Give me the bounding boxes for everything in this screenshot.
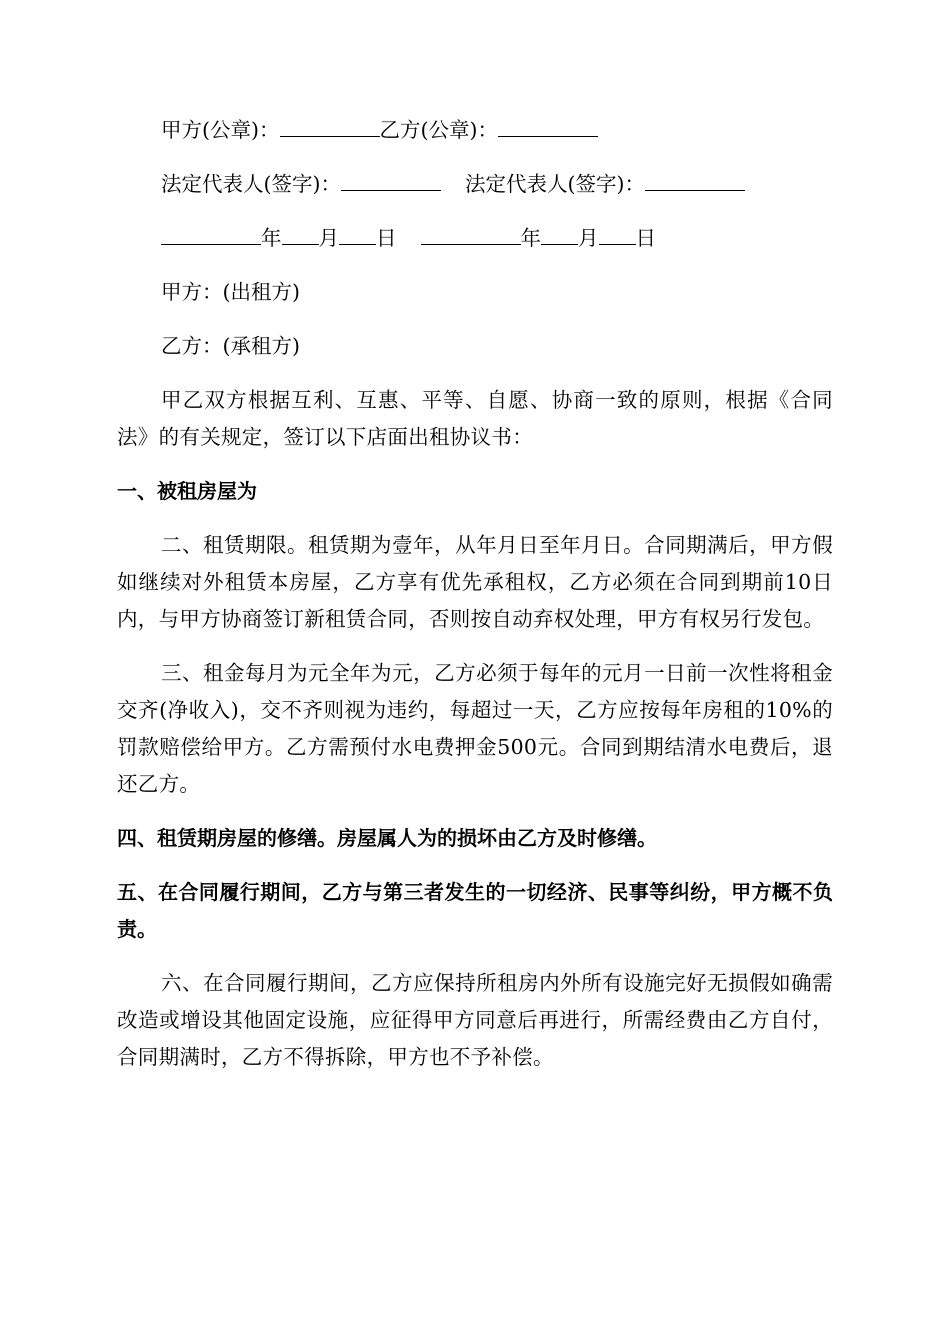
party-a-seal-blank bbox=[280, 112, 380, 137]
month-b-label: 月 bbox=[578, 226, 599, 250]
clause-1-heading: 一、被租房屋为 bbox=[117, 479, 257, 503]
year-a-blank bbox=[161, 220, 261, 245]
date-line bbox=[117, 220, 833, 257]
year-b-blank bbox=[421, 220, 521, 245]
party-b-line: 乙方：(承租方) bbox=[161, 334, 300, 358]
intro-paragraph: 甲乙双方根据互利、互惠、平等、自愿、协商一致的原则，根据《合同法》的有关规定，签订以下店面出租协议书： bbox=[117, 388, 833, 449]
month-b-blank bbox=[541, 220, 578, 245]
day-a-blank bbox=[339, 220, 376, 245]
month-a-label: 月 bbox=[318, 226, 339, 250]
legal-rep-a-label: 法定代表人(签字)： bbox=[161, 172, 341, 196]
legal-rep-b-blank bbox=[645, 166, 745, 191]
legal-rep-line bbox=[117, 166, 833, 203]
clause-6-paragraph: 六、在合同履行期间，乙方应保持所租房内外所有设施完好无损假如确需改造或增设其他固定设施，应征得甲方同意后再进行，所需经费由乙方自付，合同期满时，乙方不得拆除，甲方也不予补偿。 bbox=[117, 971, 833, 1069]
day-b-label: 日 bbox=[635, 226, 656, 250]
year-b-label: 年 bbox=[520, 226, 541, 250]
party-b-seal-label: 乙方(公章)： bbox=[379, 118, 498, 142]
clause-2-paragraph: 二、租赁期限。租赁期为壹年，从年月日至年月日。合同期满后，甲方假如继续对外租赁本房屋，乙方享有优先承租权，乙方必须在合同到期前10日内，与甲方协商签订新租赁合同，否则按自动弃权处理，甲方有权另行发包。 bbox=[117, 533, 833, 631]
legal-rep-a-blank bbox=[341, 166, 441, 191]
party-b-seal-blank bbox=[498, 112, 598, 137]
month-a-blank bbox=[282, 220, 319, 245]
clause-5-heading: 五、在合同履行期间，乙方与第三者发生的一切经济、民事等纠纷，甲方概不负责。 bbox=[117, 880, 833, 941]
seal-line bbox=[117, 112, 833, 149]
party-a-seal-label: 甲方(公章)： bbox=[161, 118, 280, 142]
legal-rep-b-label: 法定代表人(签字)： bbox=[465, 172, 645, 196]
clause-4-heading: 四、租赁期房屋的修缮。房屋属人为的损坏由乙方及时修缮。 bbox=[117, 826, 657, 850]
clause-3-paragraph: 三、租金每月为元全年为元，乙方必须于每年的元月一日前一次性将租金交齐(净收入)，交不齐则视为违约，每超过一天，乙方应按每年房租的10%的罚款赔偿给甲方。乙方需预付水电费押金500元。合同到期结清水电费后，退还乙方。 bbox=[117, 661, 833, 796]
day-b-blank bbox=[599, 220, 636, 245]
year-a-label: 年 bbox=[261, 226, 282, 250]
day-a-label: 日 bbox=[376, 226, 397, 250]
party-a-line: 甲方：(出租方) bbox=[161, 280, 300, 304]
document-page bbox=[117, 112, 833, 1076]
